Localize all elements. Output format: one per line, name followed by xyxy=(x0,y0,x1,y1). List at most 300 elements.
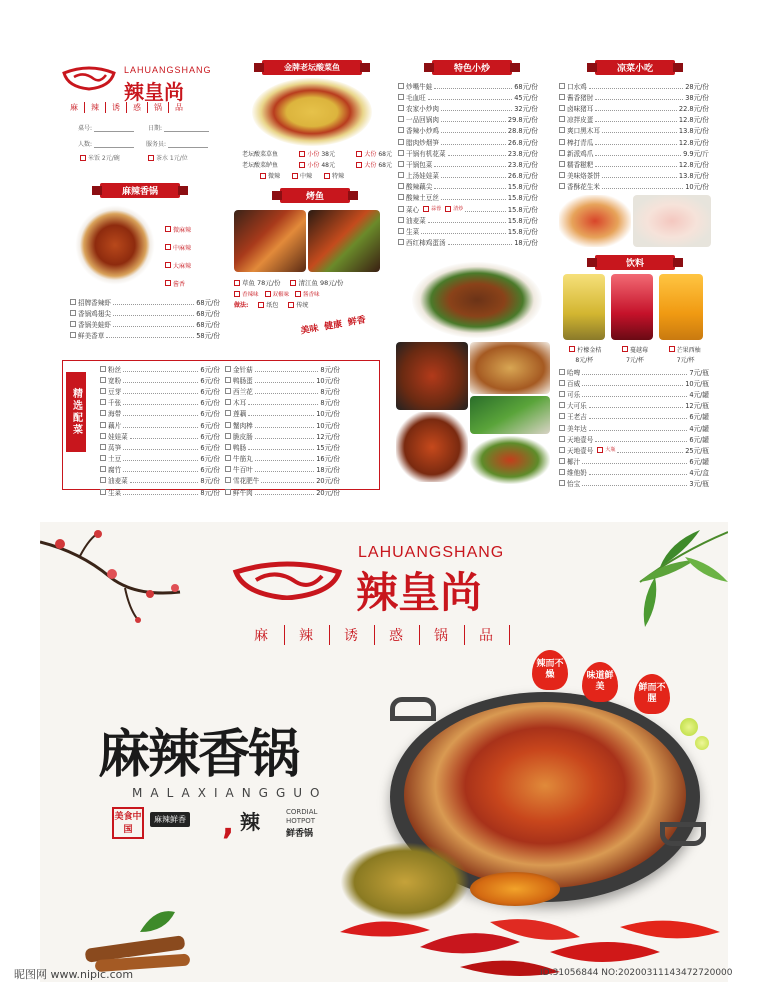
item-name: 天地壹号 xyxy=(567,435,594,444)
list-item[interactable] xyxy=(100,486,220,497)
poster-brand-en: LAHUANGSHANG xyxy=(358,544,505,561)
list-item[interactable] xyxy=(398,225,538,236)
list-item[interactable] xyxy=(398,102,538,113)
yinliao-title: 饮料 xyxy=(595,255,675,270)
item-name: 蟹肉棒 xyxy=(233,421,253,430)
list-item[interactable] xyxy=(559,125,709,136)
comma-mark-icon: , xyxy=(222,804,235,842)
item-checkbox[interactable] xyxy=(559,425,565,431)
spice-label: 微辣 xyxy=(268,173,281,181)
spice-option[interactable] xyxy=(165,238,215,256)
slogan-word: 美味 xyxy=(299,323,320,337)
liangcai-photo-2 xyxy=(633,195,711,247)
list-item[interactable] xyxy=(559,181,709,192)
wok-handle-right xyxy=(660,822,706,846)
juice-option[interactable] xyxy=(669,345,701,354)
item-checkbox[interactable] xyxy=(559,469,565,475)
side-cn-char: 辣 xyxy=(240,810,260,834)
option-checkbox[interactable] xyxy=(445,206,451,212)
mala-item-list xyxy=(70,296,220,341)
date-field[interactable] xyxy=(148,123,209,132)
list-item[interactable] xyxy=(398,158,538,169)
kaoyu-list xyxy=(234,277,384,311)
list-item[interactable] xyxy=(559,80,709,91)
item-name-wrap xyxy=(398,148,446,158)
item-price: 4元/盒 xyxy=(689,469,709,478)
list-item[interactable] xyxy=(398,91,538,102)
item-checkbox[interactable] xyxy=(398,83,404,89)
field-label: 桌号: xyxy=(78,125,93,132)
item-checkbox[interactable] xyxy=(398,116,404,122)
item-name: 卤味猪耳 xyxy=(567,104,594,113)
list-item[interactable] xyxy=(398,125,538,136)
tese-list xyxy=(398,80,538,248)
item-name: 木耳 xyxy=(233,399,247,408)
item-name: 鸭肠 xyxy=(233,443,247,452)
item-checkbox[interactable] xyxy=(559,391,565,397)
leader-dots xyxy=(123,455,198,461)
item-checkbox[interactable] xyxy=(398,150,404,156)
list-item[interactable] xyxy=(559,433,709,444)
item-checkbox[interactable] xyxy=(559,172,565,178)
item-name: 凉拌皮蛋 xyxy=(567,116,594,125)
list-item[interactable] xyxy=(559,422,709,433)
item-name: 豆芽 xyxy=(108,387,122,396)
item-price: 6元/份 xyxy=(200,421,220,430)
list-item[interactable] xyxy=(100,419,220,430)
list-item[interactable] xyxy=(100,374,220,385)
list-item[interactable] xyxy=(100,385,220,396)
item-name: 土豆 xyxy=(108,455,122,464)
leader-dots xyxy=(602,127,677,133)
item-checkbox[interactable] xyxy=(100,366,106,372)
leader-dots xyxy=(589,469,688,475)
item-price: 16元/份 xyxy=(316,455,340,464)
item-price: 6元/份 xyxy=(200,399,220,408)
side-sub-text: 鲜香锅 xyxy=(286,829,314,839)
item-price: 6元/份 xyxy=(200,410,220,419)
tagline-char: 麻 xyxy=(254,628,270,644)
item-name-wrap xyxy=(100,442,121,452)
item-name: 腊肉炒烟笋 xyxy=(406,138,439,147)
tese-dish-photo xyxy=(412,262,542,338)
tagline-char: 辣 xyxy=(284,625,329,645)
item-name: 毛血旺 xyxy=(406,93,426,102)
tese-title: 特色小炒 xyxy=(432,60,512,75)
item-checkbox[interactable] xyxy=(559,105,565,111)
leader-dots xyxy=(123,366,198,372)
tagline-char: 惑 xyxy=(374,625,419,645)
juice-price: 7元/杯 xyxy=(676,356,695,364)
item-price: 23.8元/份 xyxy=(507,160,538,169)
item-price: 6元/份 xyxy=(200,466,220,475)
item-name: 鲜牛肉 xyxy=(233,488,253,497)
item-checkbox[interactable] xyxy=(100,455,106,461)
item-checkbox[interactable] xyxy=(559,116,565,122)
list-item[interactable] xyxy=(100,408,220,419)
item-checkbox[interactable] xyxy=(398,183,404,189)
item-checkbox[interactable] xyxy=(100,422,106,428)
item-name-wrap xyxy=(398,192,439,202)
list-item[interactable] xyxy=(559,102,709,113)
table-number-field[interactable] xyxy=(78,123,134,132)
method-option[interactable] xyxy=(258,300,278,309)
list-item[interactable] xyxy=(559,400,709,411)
leader-dots xyxy=(589,425,688,431)
item-checkbox[interactable] xyxy=(559,150,565,156)
item-name-wrap xyxy=(559,378,580,388)
leader-dots xyxy=(582,369,687,375)
item-name-wrap xyxy=(398,226,419,236)
item-name: 维他奶 xyxy=(567,469,587,478)
spice-option[interactable] xyxy=(324,171,344,180)
item-price: 28元/份 xyxy=(685,82,709,91)
item-price: 10元/瓶 xyxy=(685,379,709,388)
item-price: 10元/份 xyxy=(316,410,340,419)
item-price: 8元/份 xyxy=(320,399,340,408)
item-checkbox[interactable] xyxy=(398,239,404,245)
item-price: 15元/份 xyxy=(316,443,340,452)
item-name: 千张 xyxy=(108,399,122,408)
item-name: 清江鱼 xyxy=(298,279,318,288)
list-item[interactable] xyxy=(70,296,220,307)
item-price: 6元/份 xyxy=(200,455,220,464)
item-name-wrap xyxy=(559,478,580,488)
list-item[interactable] xyxy=(559,478,709,489)
item-name: 农家小炒肉 xyxy=(406,104,439,113)
item-price: 68元/份 xyxy=(196,298,220,307)
poster-tagline xyxy=(240,625,510,645)
kaoyu-flavors xyxy=(234,288,384,299)
leader-dots xyxy=(421,228,506,234)
leader-dots xyxy=(595,105,677,111)
item-name: 香锅美蛙虾 xyxy=(78,320,111,329)
lime-slice-icon xyxy=(695,736,709,750)
list-item[interactable] xyxy=(234,278,280,287)
item-checkbox[interactable] xyxy=(398,127,404,133)
leader-dots xyxy=(448,239,513,245)
item-name-wrap xyxy=(398,81,432,91)
field-label: 服务员: xyxy=(146,141,167,148)
list-item[interactable] xyxy=(398,203,538,214)
item-checkbox[interactable] xyxy=(100,377,106,383)
liangcai-list xyxy=(559,80,709,192)
leader-dots xyxy=(582,380,683,386)
list-item[interactable] xyxy=(398,170,538,181)
item-price: 68元/份 xyxy=(514,82,538,91)
item-price: 32元/份 xyxy=(514,104,538,113)
method-name: 传统 xyxy=(296,302,309,310)
item-name-wrap xyxy=(398,92,426,102)
spice-option[interactable] xyxy=(165,220,215,238)
spice-option[interactable] xyxy=(260,171,280,180)
item-name-wrap xyxy=(398,114,439,124)
spice-option[interactable] xyxy=(165,274,215,292)
item-checkbox[interactable] xyxy=(559,380,565,386)
item-checkbox[interactable] xyxy=(559,413,565,419)
item-name-wrap xyxy=(398,103,439,113)
spice-option[interactable] xyxy=(165,256,215,274)
item-checkbox[interactable] xyxy=(100,388,106,394)
item-price: 13.8元/份 xyxy=(678,172,709,181)
item-name-wrap xyxy=(398,215,426,225)
panel-middle xyxy=(230,50,390,495)
list-item[interactable] xyxy=(559,444,709,455)
item-name-wrap xyxy=(559,114,593,124)
item-name: 香辣小炒鸡 xyxy=(406,127,439,136)
leader-dots xyxy=(582,458,687,464)
people-field[interactable] xyxy=(78,139,134,148)
item-name-wrap xyxy=(398,204,463,214)
item-name-wrap xyxy=(559,159,593,169)
list-item[interactable] xyxy=(242,159,392,170)
list-item[interactable] xyxy=(398,181,538,192)
item-checkbox[interactable] xyxy=(100,444,106,450)
list-item[interactable] xyxy=(559,136,709,147)
item-checkbox[interactable] xyxy=(100,466,106,472)
item-name: 干锅包菜 xyxy=(406,160,433,169)
brand-logo-icon xyxy=(230,560,345,600)
item-name: 哈啤 xyxy=(567,368,581,377)
juice-option[interactable] xyxy=(622,345,648,354)
item-name: 一品回锅肉 xyxy=(406,116,439,125)
item-price: 68元/份 xyxy=(196,309,220,318)
tagline-char: 麻 xyxy=(70,103,78,112)
item-name: 美味烙茶饼 xyxy=(567,172,600,181)
item-name: 生菜 xyxy=(406,228,420,237)
item-name-wrap xyxy=(100,487,121,497)
item-checkbox[interactable] xyxy=(559,480,565,486)
item-checkbox[interactable] xyxy=(559,402,565,408)
list-item[interactable] xyxy=(559,114,709,125)
juice-option[interactable] xyxy=(569,345,601,354)
item-name: 粉丝 xyxy=(108,365,122,374)
item-name-wrap xyxy=(559,148,593,158)
item-price: 20元/份 xyxy=(316,488,340,497)
size-label: 大份 xyxy=(364,162,377,170)
list-item[interactable] xyxy=(100,475,220,486)
list-item[interactable] xyxy=(559,456,709,467)
item-name: 金针菇 xyxy=(233,365,253,374)
list-item[interactable] xyxy=(100,464,220,475)
item-name: 莴笋 xyxy=(108,443,122,452)
list-item[interactable] xyxy=(70,318,220,329)
juice-mango-photo xyxy=(659,274,703,340)
leader-dots xyxy=(434,183,506,189)
item-price: 12.8元/份 xyxy=(678,138,709,147)
item-name-wrap xyxy=(398,237,446,247)
item-price: 68元/份 xyxy=(196,320,220,329)
spice-label: 酱香 xyxy=(173,280,186,288)
item-checkbox[interactable] xyxy=(398,194,404,200)
item-name-wrap xyxy=(559,434,593,444)
item-checkbox[interactable] xyxy=(398,217,404,223)
item-name: 美年达 xyxy=(567,424,587,433)
list-item[interactable] xyxy=(290,278,343,287)
item-name-wrap xyxy=(100,408,121,418)
juice-name: 蔓越莓 xyxy=(629,346,648,354)
item-name-wrap xyxy=(559,103,593,113)
list-item[interactable] xyxy=(398,237,538,248)
item-price: 29.8元/份 xyxy=(507,116,538,125)
method-option[interactable] xyxy=(288,300,308,309)
tese-photo-5 xyxy=(396,412,468,482)
wok-handle-left xyxy=(390,697,436,721)
item-price: 15.8元/份 xyxy=(507,194,538,203)
list-item[interactable] xyxy=(559,411,709,422)
item-checkbox[interactable] xyxy=(100,477,106,483)
item-name-wrap xyxy=(559,125,600,135)
item-checkbox[interactable] xyxy=(559,139,565,145)
leader-dots xyxy=(582,391,687,397)
spice-label: 大麻辣 xyxy=(173,262,192,270)
tea-checkbox[interactable] xyxy=(148,153,188,162)
flavor-option[interactable] xyxy=(265,290,290,298)
list-item[interactable] xyxy=(398,114,538,125)
mala-title: 麻辣香锅 xyxy=(100,183,180,198)
flavor-label: 双椒味 xyxy=(272,291,290,298)
flavor-option[interactable] xyxy=(234,290,259,298)
item-name-wrap xyxy=(559,389,580,399)
list-item[interactable] xyxy=(398,214,538,225)
tagline-char: 品 xyxy=(464,625,510,645)
list-item[interactable] xyxy=(559,377,709,388)
list-item[interactable] xyxy=(559,388,709,399)
item-name: 百威 xyxy=(567,379,581,388)
item-price: 6元/罐 xyxy=(689,413,709,422)
brand-tagline xyxy=(64,102,189,113)
list-item[interactable] xyxy=(100,397,220,408)
item-checkbox[interactable] xyxy=(559,447,565,453)
item-checkbox[interactable] xyxy=(559,83,565,89)
field-label: 日期: xyxy=(148,125,163,132)
item-name: 棒打青瓜 xyxy=(567,138,594,147)
list-item[interactable] xyxy=(398,147,538,158)
size-label: 小份 xyxy=(307,151,320,159)
item-name-wrap xyxy=(559,81,587,91)
item-name: 西兰花 xyxy=(233,387,253,396)
tagline-char: 锅 xyxy=(147,102,168,113)
item-checkbox[interactable] xyxy=(398,105,404,111)
tagline-char: 诱 xyxy=(105,102,126,113)
leader-dots xyxy=(123,466,198,472)
item-checkbox[interactable] xyxy=(100,489,106,495)
item-name-wrap xyxy=(559,400,587,410)
brand-cn: 辣皇尚 xyxy=(124,80,184,104)
item-price: 26.8元/份 xyxy=(507,138,538,147)
tagline-char: 诱 xyxy=(329,625,374,645)
item-name-wrap xyxy=(559,445,615,455)
list-item[interactable] xyxy=(398,136,538,147)
leader-dots xyxy=(441,139,506,145)
kaoyu-photo-2 xyxy=(308,210,380,272)
item-name-wrap xyxy=(398,159,432,169)
item-checkbox[interactable] xyxy=(100,433,106,439)
item-checkbox[interactable] xyxy=(559,369,565,375)
item-checkbox[interactable] xyxy=(559,127,565,133)
list-item[interactable] xyxy=(398,80,538,91)
leader-dots xyxy=(123,399,198,405)
item-name: 招牌香辣虾 xyxy=(78,298,111,307)
leader-dots xyxy=(589,83,683,89)
leader-dots xyxy=(441,116,506,122)
list-item[interactable] xyxy=(100,363,220,374)
item-checkbox[interactable] xyxy=(559,436,565,442)
item-checkbox[interactable] xyxy=(100,410,106,416)
item-checkbox[interactable] xyxy=(559,458,565,464)
item-price: 25元/瓶 xyxy=(685,446,709,455)
item-checkbox[interactable] xyxy=(100,399,106,405)
list-item[interactable] xyxy=(70,330,220,341)
item-name: 牛百叶 xyxy=(233,466,253,475)
rice-checkbox[interactable] xyxy=(80,153,120,162)
item-checkbox[interactable] xyxy=(559,183,565,189)
leader-dots xyxy=(428,94,512,100)
item-checkbox[interactable] xyxy=(398,206,404,212)
spice-option[interactable] xyxy=(292,171,312,180)
item-price: 20元/份 xyxy=(316,477,340,486)
watermark-left: 昵图网 www.nipic.com xyxy=(14,968,134,981)
juice-list xyxy=(559,344,711,364)
item-checkbox[interactable] xyxy=(398,94,404,100)
seal-small-label: 麻辣鲜香 xyxy=(150,812,190,827)
leader-dots xyxy=(123,388,198,394)
list-item[interactable] xyxy=(100,441,220,452)
item-name: 糯香糍粑 xyxy=(567,160,594,169)
list-item[interactable] xyxy=(559,170,709,181)
list-item[interactable] xyxy=(242,148,392,159)
list-item[interactable] xyxy=(559,147,709,158)
item-price: 68元 xyxy=(378,162,392,170)
item-name-wrap xyxy=(100,375,121,385)
item-name-wrap xyxy=(398,137,439,147)
badge-flame: 鲜而不腥 xyxy=(634,674,670,714)
tese-photo-2 xyxy=(396,342,468,410)
item-checkbox[interactable] xyxy=(398,161,404,167)
item-price: 7元/瓶 xyxy=(689,368,709,377)
item-price: 4元/罐 xyxy=(689,390,709,399)
list-item[interactable] xyxy=(559,91,709,102)
list-item[interactable] xyxy=(559,158,709,169)
list-item[interactable] xyxy=(398,192,538,203)
list-item[interactable] xyxy=(70,307,220,318)
item-checkbox[interactable] xyxy=(398,172,404,178)
tagline-char: 品 xyxy=(168,102,189,113)
item-checkbox[interactable] xyxy=(559,94,565,100)
flavor-option[interactable] xyxy=(295,290,320,298)
option-checkbox[interactable] xyxy=(423,206,429,212)
item-checkbox[interactable] xyxy=(398,228,404,234)
item-name-wrap xyxy=(398,125,439,135)
item-price: 9.9元/斤 xyxy=(683,149,709,158)
item-checkbox[interactable] xyxy=(559,161,565,167)
item-price: 12元/份 xyxy=(316,432,340,441)
server-field[interactable] xyxy=(146,139,208,148)
list-item[interactable] xyxy=(100,430,220,441)
item-checkbox[interactable] xyxy=(398,139,404,145)
item-name: 酱香猪肘 xyxy=(567,93,594,102)
mala-dish-photo xyxy=(75,205,155,285)
tese-photo-6 xyxy=(470,436,550,484)
drink-list xyxy=(559,366,709,489)
list-item[interactable] xyxy=(559,467,709,478)
option-checkbox[interactable] xyxy=(597,447,603,453)
list-item[interactable] xyxy=(559,366,709,377)
item-name: 鸭肠蛋 xyxy=(233,376,253,385)
list-item[interactable] xyxy=(100,453,220,464)
item-price: 4元/罐 xyxy=(689,424,709,433)
brand-logo-icon xyxy=(60,65,118,91)
